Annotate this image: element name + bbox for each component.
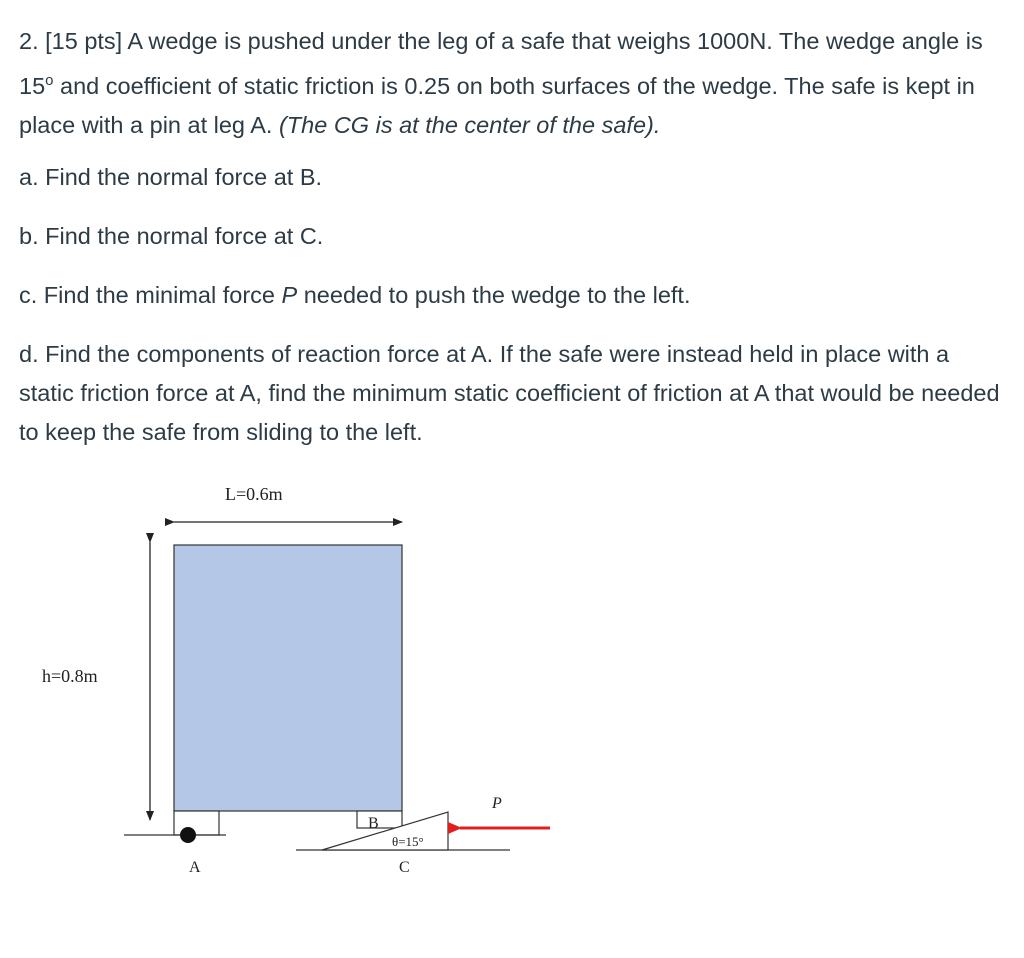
- leg-a: [174, 811, 219, 835]
- label-c: C: [399, 859, 410, 876]
- height-label: h=0.8m: [42, 666, 98, 686]
- question-c-text-2: needed to push the wedge to the left.: [297, 282, 691, 308]
- degree-superscript: o: [45, 72, 54, 89]
- safe-body: [174, 545, 402, 811]
- question-d-text: d. Find the components of reaction force at A. If the safe were instead held in place with a static friction force at A, find the minimum static coefficient of friction at A that would be needed to keep the safe from sliding to the left.: [19, 341, 1000, 445]
- question-c-variable: P: [281, 282, 298, 308]
- angle-label: θ=15°: [392, 834, 424, 849]
- label-b: B: [368, 815, 379, 832]
- intro-text-2: and coefficient of static friction is 0.25 on both surfaces of the wedge. The safe is kept in place with a pin at leg A.: [19, 72, 975, 138]
- leg-b: [357, 811, 402, 828]
- label-a: A: [189, 859, 201, 876]
- label-p: P: [492, 795, 502, 812]
- question-a-text: a. Find the normal force at B.: [19, 164, 323, 190]
- question-c-text-1: c. Find the minimal force: [19, 282, 282, 308]
- cg-note: (The CG is at the center of the safe).: [278, 111, 661, 138]
- intro-text-1: 2. [15 pts] A wedge is pushed under the leg of a safe that weighs 1000N. The wedge angle is 15: [19, 28, 983, 99]
- pin-a-icon: [180, 827, 196, 843]
- width-label: L=0.6m: [225, 484, 283, 504]
- question-b-text: b. Find the normal force at C.: [19, 223, 324, 249]
